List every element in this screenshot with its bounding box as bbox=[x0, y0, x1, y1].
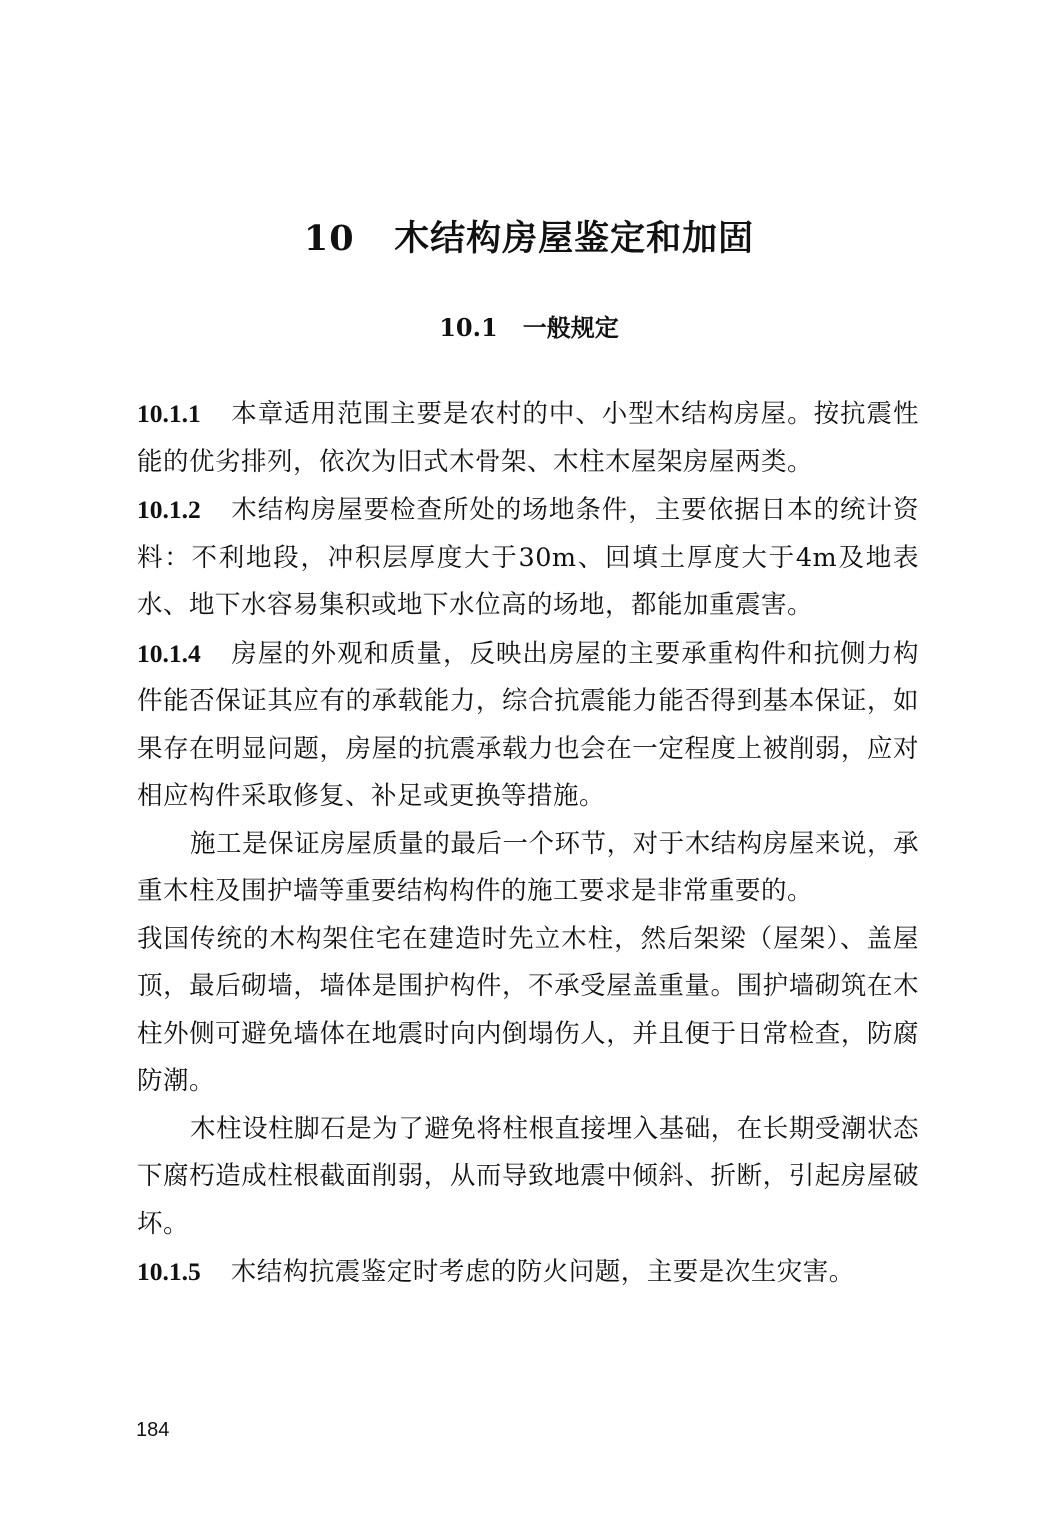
clause-paragraph bbox=[137, 486, 919, 630]
clause-number: 10.1.4 bbox=[137, 638, 201, 668]
section-title bbox=[0, 308, 1058, 348]
body-paragraph bbox=[137, 1106, 919, 1249]
section-title-text: 一般规定 bbox=[522, 313, 619, 342]
body-paragraph bbox=[137, 821, 919, 916]
clause-paragraph bbox=[137, 390, 919, 486]
clause-text: 本章适用范围主要是农村的中、小型木结构房屋。按抗震性能的优劣排列，依次为旧式木骨架、木柱木屋架房屋两类。 bbox=[137, 399, 919, 477]
paragraph-text: 木柱设柱脚石是为了避免将柱根直接埋入基础，在长期受潮状态下腐朽造成柱根截面削弱，从而导致地震中倾斜、折断，引起房屋破坏。 bbox=[137, 1113, 919, 1239]
clause-text: 木结构抗震鉴定时考虑的防火问题，主要是次生灾害。 bbox=[230, 1257, 855, 1287]
page-number: 184 bbox=[136, 1419, 170, 1441]
body-paragraph bbox=[137, 916, 919, 1106]
chapter-title bbox=[0, 214, 1058, 264]
clause-number: 10.1.2 bbox=[137, 495, 201, 524]
paragraph-text: 我国传统的木构架住宅在建造时先立木柱，然后架梁（屋架）、盖屋顶，最后砌墙，墙体是围护构件，不承受屋盖重量。围护墙砌筑在木柱外侧可避免墙体在地震时向内倒塌伤人，并且便于日常检查，防腐防潮。 bbox=[137, 923, 919, 1096]
clause-number: 10.1.5 bbox=[137, 1257, 201, 1286]
chapter-title-text: 木结构房屋鉴定和加固 bbox=[394, 218, 755, 259]
clause-text: 木结构房屋要检查所处的场地条件，主要依据日本的统计资料：不利地段，冲积层厚度大于30m、回填土厚度大于4m及地表水、地下水容易集积或地下水位高的场地，都能加重震害。 bbox=[137, 495, 919, 620]
clause-text: 房屋的外观和质量，反映出房屋的主要承重构件和抗侧力构件能否保证其应有的承载能力，综合抗震能力能否得到基本保证，如果存在明显问题，房屋的抗震承载力也会在一定程度上被削弱，应对相应构件采取修复、补足或更换等措施。 bbox=[137, 638, 919, 811]
clause-number: 10.1.1 bbox=[137, 399, 201, 428]
clause-paragraph bbox=[137, 1248, 919, 1297]
chapter-number: 10 bbox=[303, 218, 355, 259]
section-number: 10.1 bbox=[439, 313, 498, 342]
body-text bbox=[137, 390, 919, 1297]
paragraph-text: 施工是保证房屋质量的最后一个环节，对于木结构房屋来说，承重木柱及围护墙等重要结构构件的施工要求是非常重要的。 bbox=[137, 828, 919, 906]
clause-paragraph bbox=[137, 630, 919, 821]
